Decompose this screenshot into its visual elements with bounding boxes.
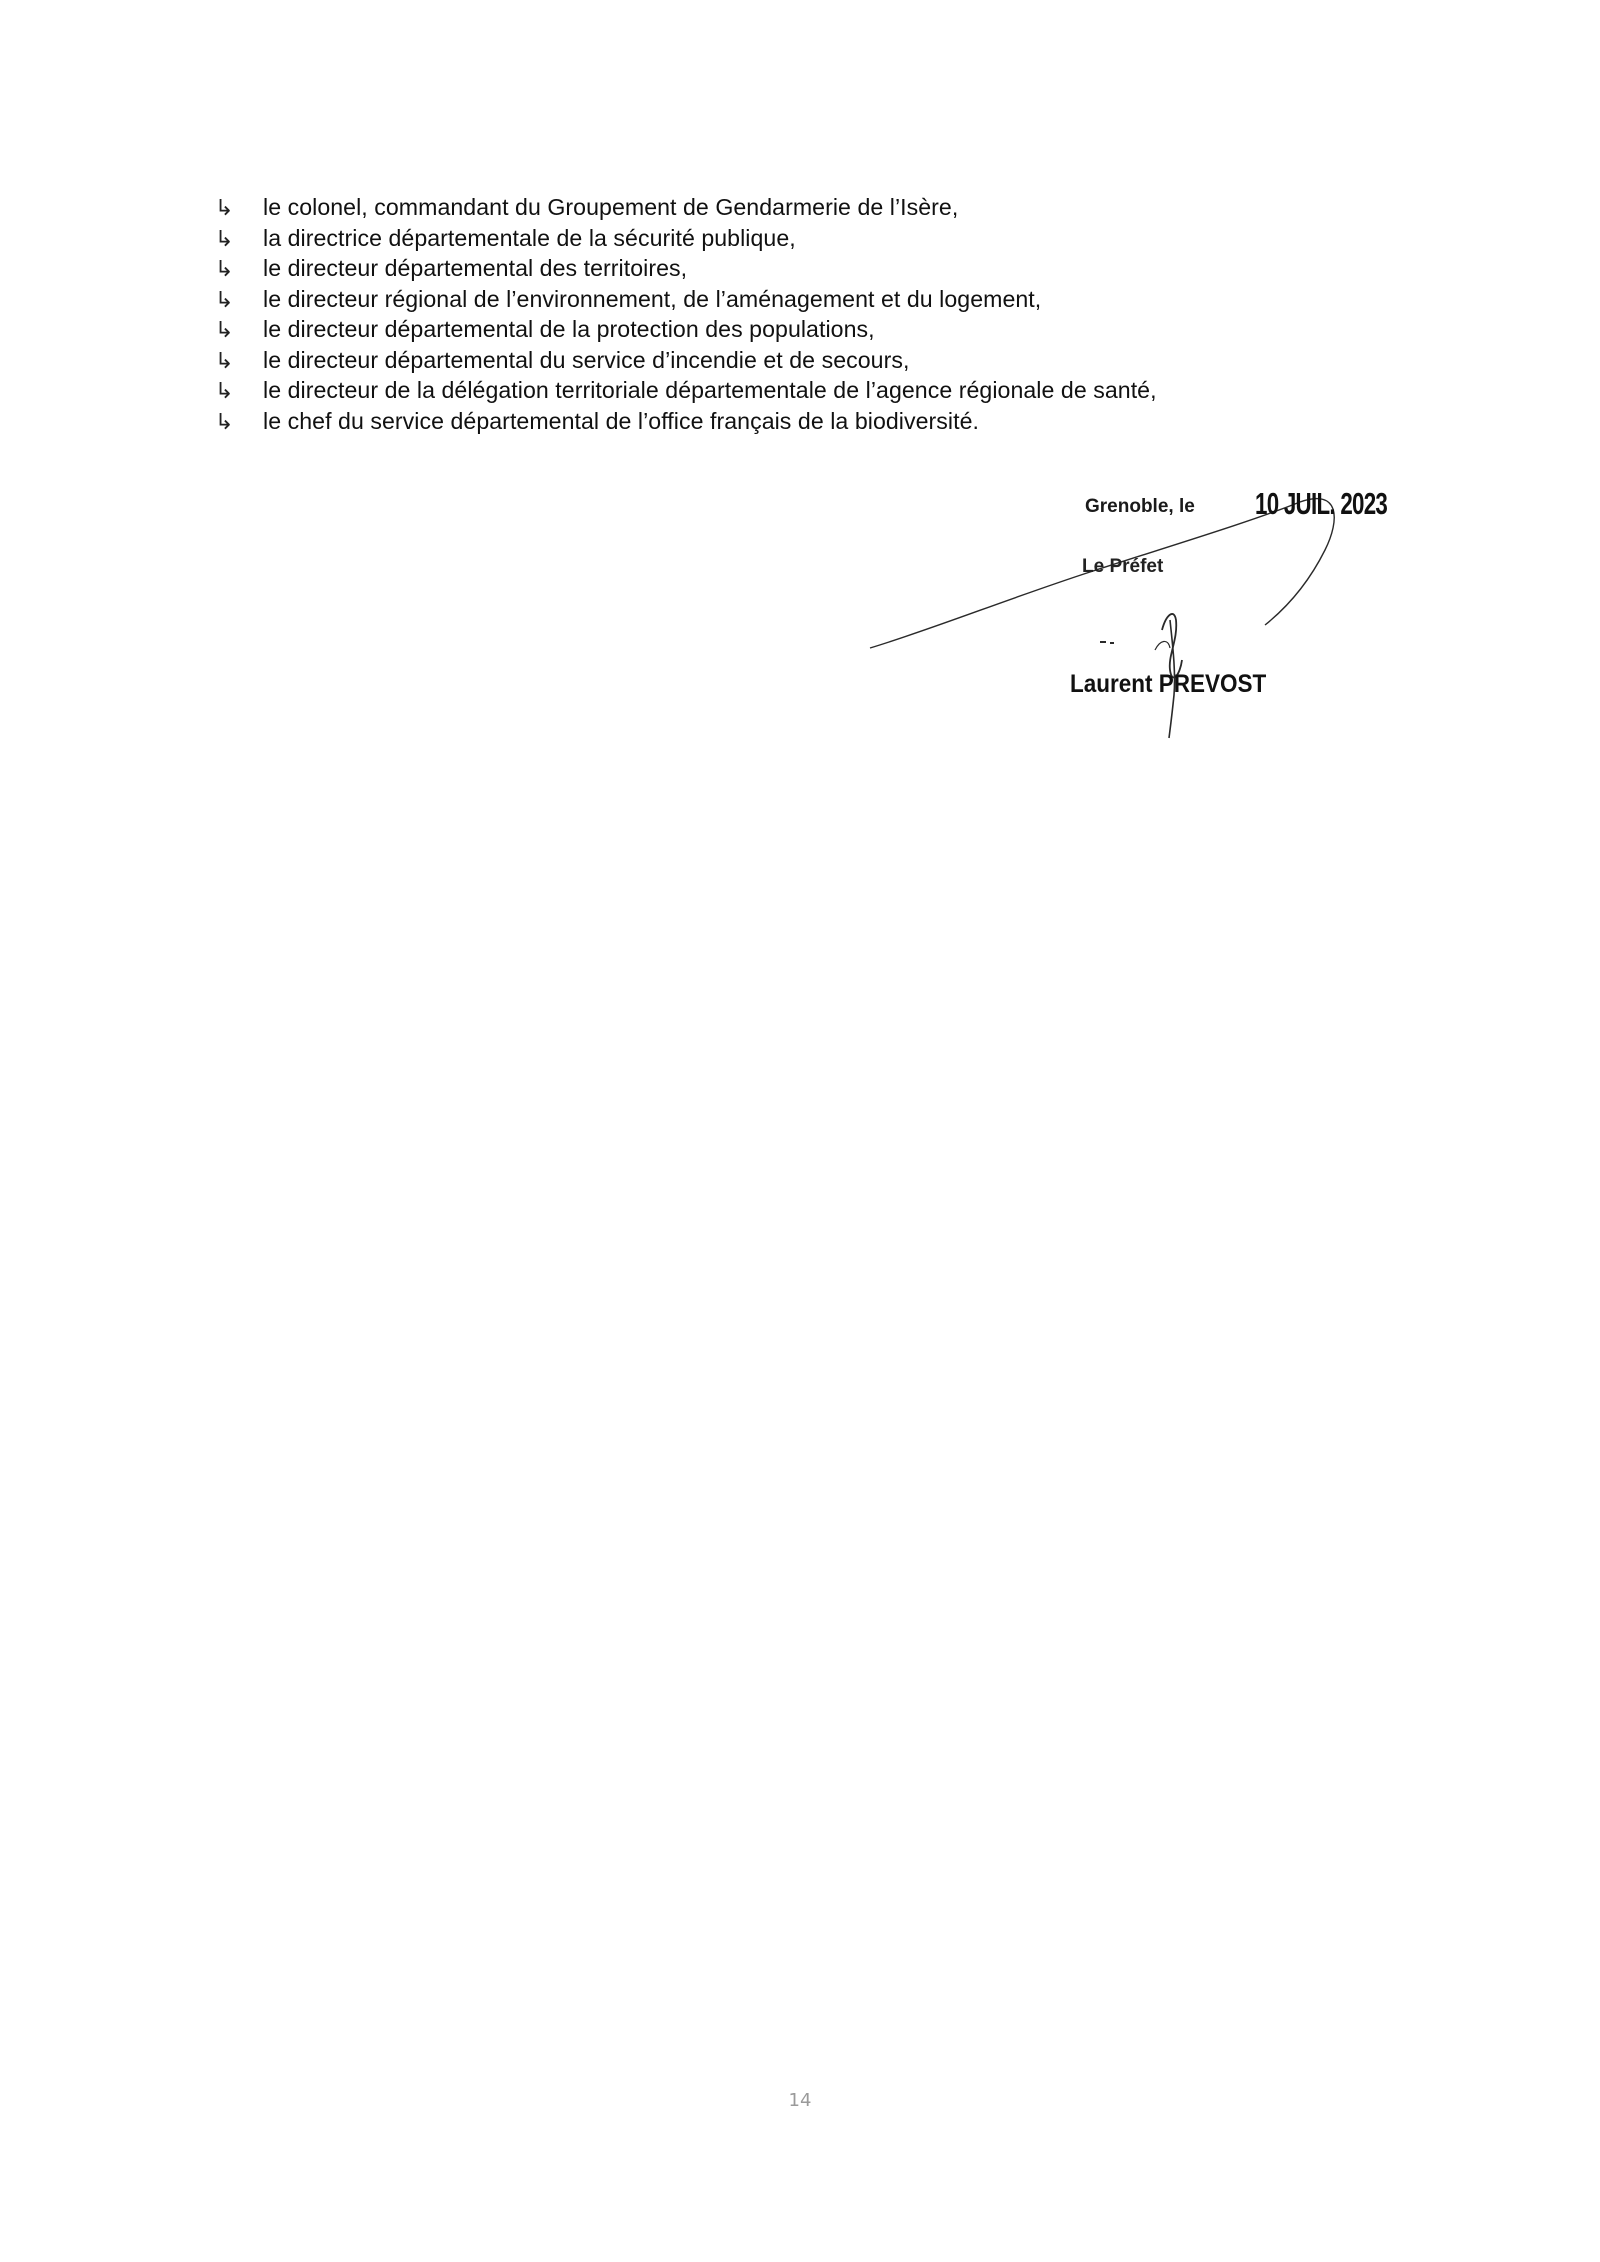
recipient-item [215,406,1295,437]
arrow-bullet-icon: ↳ [215,318,234,343]
arrow-bullet-icon: ↳ [215,409,234,435]
recipient-text: le chef du service départemental de l’office français de la biodiversité. [263,407,980,434]
arrow-bullet-icon: ↳ [215,379,234,404]
recipient-text: le directeur de la délégation territoriale départementale de l’agence régionale de santé, [263,377,1157,403]
recipient-item [215,253,1295,284]
recipient-item [215,345,1295,376]
recipient-text: le colonel, commandant du Groupement de Gendarmerie de l’Isère, [263,194,959,220]
page-number: 14 [788,2090,812,2111]
signature-block [870,480,1430,740]
recipient-text: le directeur régional de l’environnement, de l’aménagement et du logement, [263,285,1042,312]
arrow-bullet-icon: ↳ [215,257,234,282]
recipient-item [215,192,1295,223]
arrow-bullet-icon: ↳ [215,348,234,374]
arrow-bullet-icon: ↳ [215,226,234,252]
recipient-item [215,375,1295,406]
recipient-text: le directeur départemental des territoires, [263,255,688,281]
recipient-item [215,314,1295,345]
signatory-title: Le Préfet [1082,556,1164,577]
recipient-text: le directeur départemental du service d’incendie et de secours, [263,346,910,373]
recipient-text: la directrice départementale de la sécurité publique, [263,224,796,251]
signatory-name: Laurent PREVOST [1070,670,1267,698]
arrow-bullet-icon: ↳ [215,196,234,221]
date-stamp: 10 JUIL. 2023 [1255,486,1388,521]
recipient-item [215,223,1295,254]
recipient-list [215,192,1295,436]
arrow-bullet-icon: ↳ [215,287,234,313]
recipient-item [215,284,1295,315]
recipient-text: le directeur départemental de la protection des populations, [263,316,875,342]
place-label: Grenoble, le [1085,496,1195,517]
